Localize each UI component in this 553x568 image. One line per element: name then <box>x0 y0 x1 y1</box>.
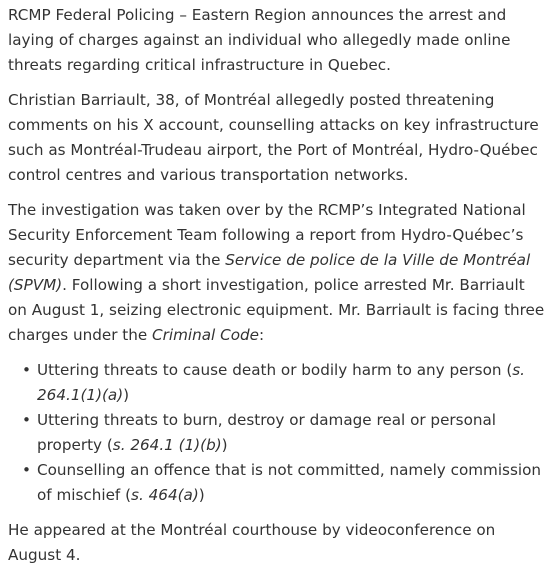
investigation-text-1: The investigation was taken over by the RCMP’s Integrated National Security Enforcement Team following a report from Hydro-Québec’s security department via the <box>8 201 526 269</box>
list-item-charge-2 <box>22 408 545 458</box>
charge-text: Uttering threats to burn, destroy or damage real or personal property ( <box>37 411 497 454</box>
charge-section-ref: s. 264.1(1)(a) <box>37 361 526 404</box>
charges-list <box>8 358 545 508</box>
bullet-icon: • <box>22 411 31 429</box>
charge-section-ref: s. 464(a) <box>131 486 199 504</box>
bullet-icon: • <box>22 361 31 379</box>
bullet-icon: • <box>22 461 31 479</box>
charge-close: ) <box>123 386 130 404</box>
charge-close: ) <box>198 486 205 504</box>
paragraph-suspect-details: Christian Barriault, 38, of Montréal allegedly posted threatening comments on his X account, counselling attacks on key infrastructure such as Montréal-Trudeau airport, the Port of Montréal, Hydro-Québec control centres and various transportation networks. <box>8 91 539 184</box>
charge-section-ref: s. 264.1 (1)(b) <box>112 436 222 454</box>
list-item-charge-3 <box>22 458 545 508</box>
charge-close: ) <box>221 436 228 454</box>
spvm-name: Service de police de la Ville de Montréal (SPVM) <box>8 251 531 294</box>
criminal-code-name: Criminal Code <box>152 326 259 344</box>
investigation-text-3: : <box>259 326 265 344</box>
charge-text: Counselling an offence that is not committed, namely commission of mischief ( <box>37 461 542 504</box>
list-item-charge-1 <box>22 358 545 408</box>
paragraph-court-appearance: He appeared at the Montréal courthouse by videoconference on August 4. <box>8 521 496 564</box>
charge-text: Uttering threats to cause death or bodily harm to any person ( <box>37 361 513 379</box>
investigation-text-2: . Following a short investigation, police arrested Mr. Barriault on August 1, seizing electronic equipment. Mr. Barriault is facing three charges under the <box>8 276 545 344</box>
paragraph-investigation <box>8 198 545 348</box>
paragraph-arrest-announcement: RCMP Federal Policing – Eastern Region announces the arrest and laying of charges against an individual who allegedly made online threats regarding critical infrastructure in Quebec. <box>8 6 511 74</box>
